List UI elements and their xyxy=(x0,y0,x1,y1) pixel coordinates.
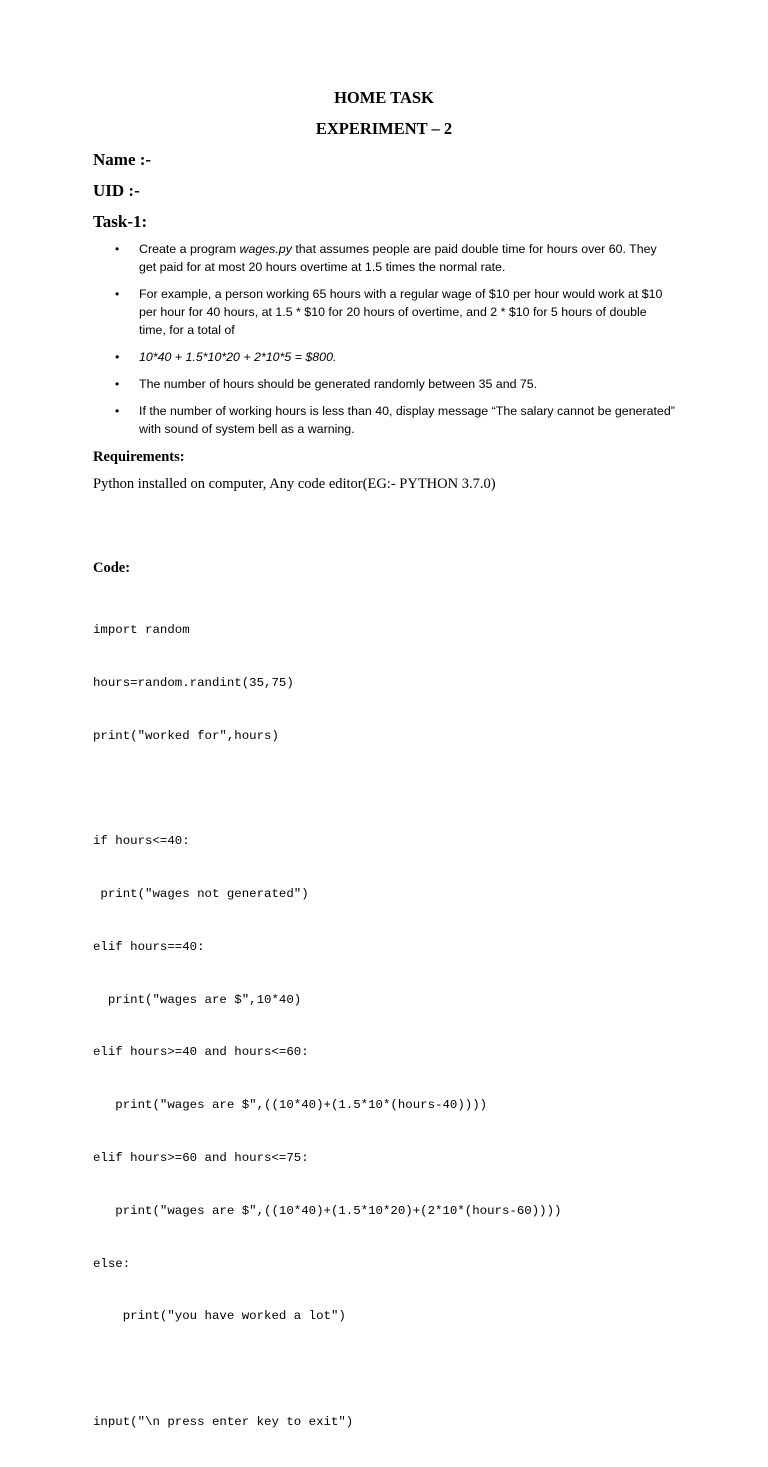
uid-field-label: UID :- xyxy=(93,181,140,200)
requirements-text: Python installed on computer, Any code editor(EG:- PYTHON 3.7.0) xyxy=(93,476,496,492)
list-item: • If the number of working hours is less than 40, display message “The salary cannot be generated” with sound of system bell as a warning. xyxy=(115,402,675,438)
code-line: elif hours>=40 and hours<=60: xyxy=(93,1045,309,1060)
code-line: print("wages are $",((10*40)+(1.5*10*20)+(2*10*(hours-60)))) xyxy=(93,1203,562,1218)
code-line: if hours<=40: xyxy=(93,834,190,849)
requirements-heading: Requirements: xyxy=(93,449,185,465)
list-item: • Create a program wages.py that assumes people are paid double time for hours over 60. They get paid for at most 20 hours overtime at 1.5 times the normal rate. xyxy=(115,240,675,276)
name-field-label: Name :- xyxy=(93,150,152,169)
code-line: elif hours>=60 and hours<=75: xyxy=(93,1151,309,1165)
code-line: import random xyxy=(93,623,190,638)
code-heading: Code: xyxy=(93,560,131,576)
code-line: elif hours==40: xyxy=(93,939,205,954)
list-item xyxy=(115,348,675,366)
formula-text: 10*40 + 1.5*10*20 + 2*10*5 = $800. xyxy=(139,350,337,364)
task-bullet-list xyxy=(115,240,675,447)
code-line: hours=random.randint(35,75) xyxy=(93,675,294,690)
code-line: print("worked for",hours) xyxy=(93,728,279,743)
experiment-title: EXPERIMENT – 2 xyxy=(315,119,453,138)
list-item: • The number of hours should be generated randomly between 35 and 75. xyxy=(115,375,675,393)
document-title: HOME TASK xyxy=(334,88,434,107)
code-line: print("wages are $",10*40) xyxy=(93,992,302,1007)
code-line: print("wages not generated") xyxy=(93,887,309,902)
code-line: else: xyxy=(93,1256,131,1271)
task-heading: Task-1: xyxy=(93,212,148,231)
code-line xyxy=(93,781,561,799)
code-line: input("\n press enter key to exit") xyxy=(93,1414,354,1429)
code-line: print("wages are $",((10*40)+(1.5*10*(hours-40)))) xyxy=(93,1098,488,1113)
code-block xyxy=(93,587,561,1467)
code-line xyxy=(93,1361,561,1379)
list-item: • For example, a person working 65 hours with a regular wage of $10 per hour would work at $10 per hour for 40 hours, at 1.5 * $10 for 20 hours of overtime, and 2 * $10 for 5 hours of double time, for a total of xyxy=(115,285,675,339)
code-line: print("you have worked a lot") xyxy=(93,1309,346,1324)
program-filename: wages.py xyxy=(239,242,292,256)
